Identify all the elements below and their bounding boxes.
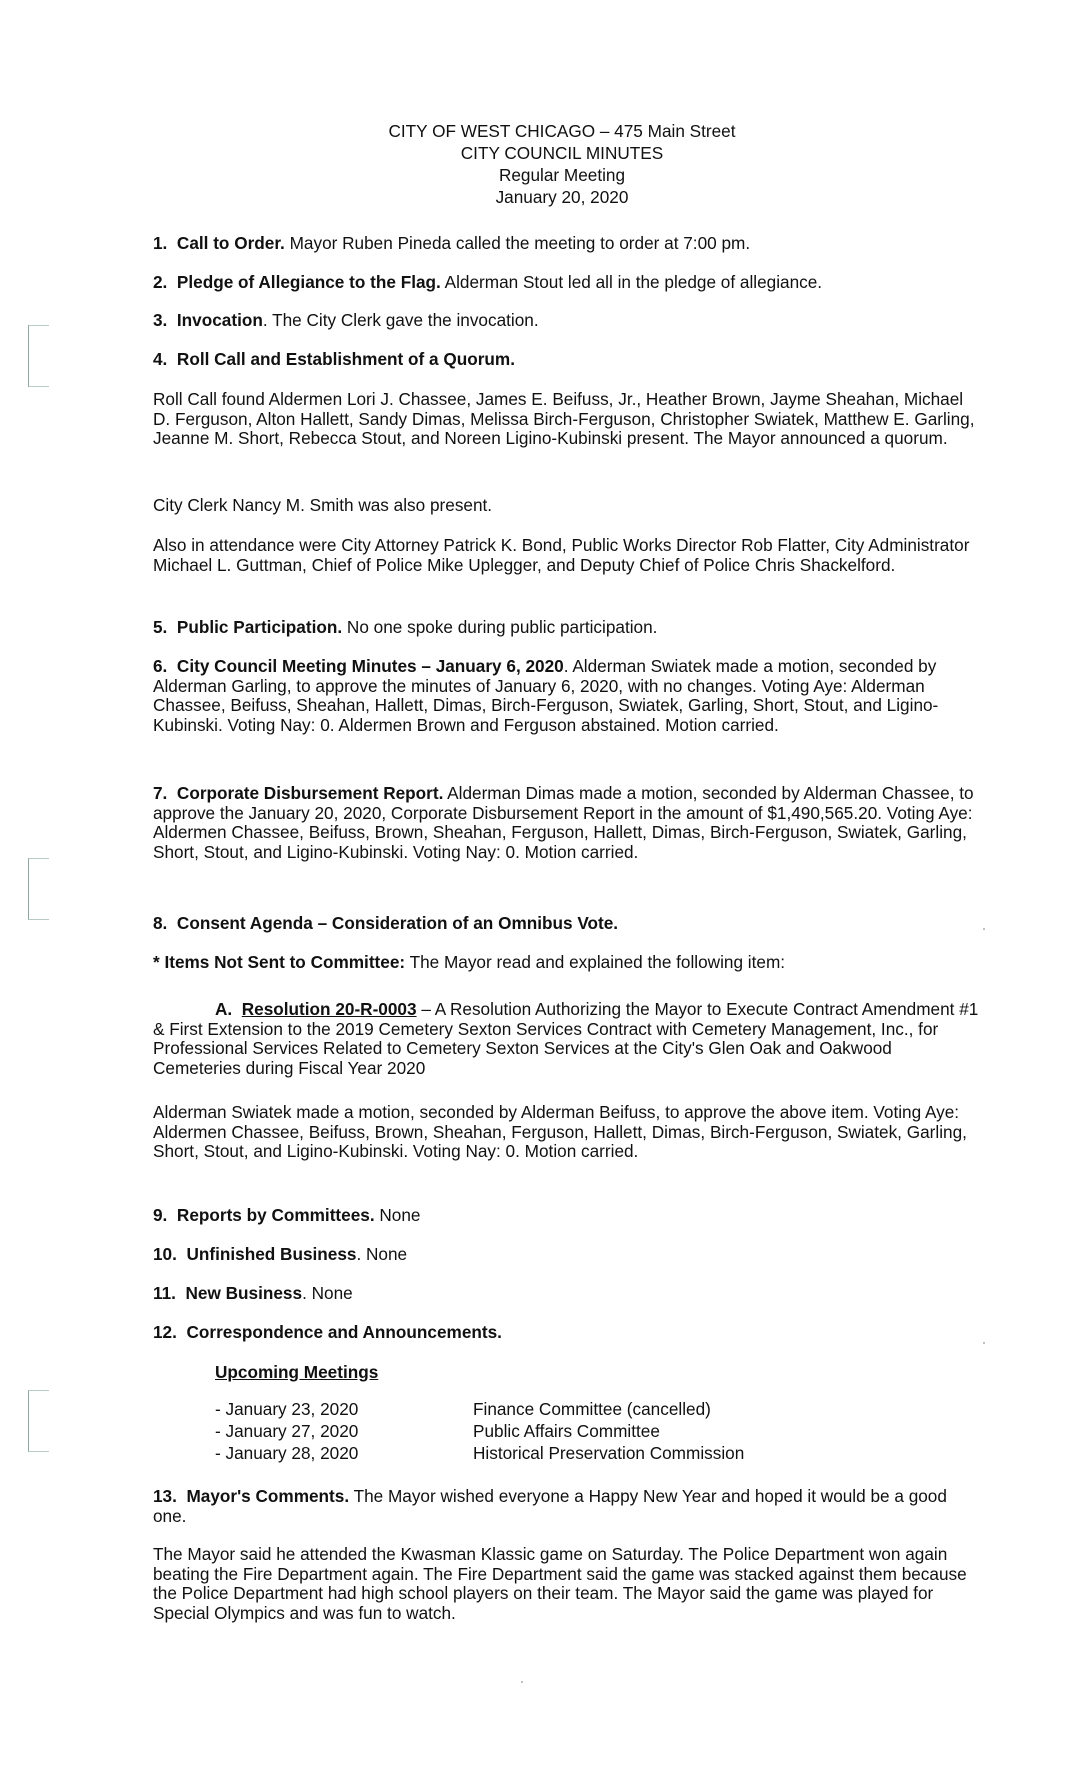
item-text: . Alderman Swiatek made a motion, seconded by Alderman Garling, to approve the minutes of January 6, 2020, with no changes. Voting Aye: Alderman Chassee, Beifuss, Sheahan, Hallett, Dimas, Birch-Ferguson, Swiatek, Garling, Short, Stout, and Ligino-Kubinski. Voting Nay: 0. Aldermen Brown and Ferguson abstained. Motion carried. bbox=[153, 656, 939, 735]
resolution-number: Resolution 20-R-0003 bbox=[241, 999, 417, 1019]
meeting-row bbox=[215, 1422, 915, 1444]
items-not-sent-text: The Mayor read and explained the following item: bbox=[405, 952, 786, 972]
agenda-item-12 bbox=[153, 1323, 983, 1343]
agenda-item-5 bbox=[153, 618, 983, 638]
meeting-date: - January 27, 2020 bbox=[215, 1421, 359, 1441]
item-number: 8. bbox=[153, 913, 168, 933]
item-number: 5. bbox=[153, 617, 168, 637]
header-city-address: CITY OF WEST CHICAGO – 475 Main Street bbox=[388, 121, 736, 141]
agenda-item-4 bbox=[153, 350, 983, 370]
roll-call-paragraph: Roll Call found Aldermen Lori J. Chassee, James E. Beifuss, Jr., Heather Brown, Jayme Sheahan, Michael D. Ferguson, Alton Hallett, Sandy Dimas, Melissa Birch-Ferguson, Christopher Swiatek, Matthew E. Garling, Jeanne M. Short, Rebecca Stout, and Noreen Ligino-Kubinski present. The Mayor announced a quorum. bbox=[153, 389, 975, 449]
item-text: Mayor Ruben Pineda called the meeting to order at 7:00 pm. bbox=[284, 233, 751, 253]
meeting-date: - January 23, 2020 bbox=[215, 1399, 359, 1419]
item-title: Call to Order. bbox=[176, 233, 285, 253]
item-text: . The City Clerk gave the invocation. bbox=[262, 310, 539, 330]
item-number: 10. bbox=[153, 1244, 177, 1264]
header-title: CITY COUNCIL MINUTES bbox=[460, 143, 664, 163]
item-text: The Mayor wished everyone a Happy New Year and hoped it would be a good one. bbox=[153, 1486, 947, 1526]
item-number: 9. bbox=[153, 1205, 168, 1225]
item-text: No one spoke during public participation. bbox=[342, 617, 658, 637]
item-text: . None bbox=[302, 1283, 353, 1303]
agenda-item-11 bbox=[153, 1284, 983, 1304]
header-date: January 20, 2020 bbox=[495, 187, 629, 207]
scan-speck bbox=[521, 1681, 523, 1683]
item-title: Public Participation. bbox=[176, 617, 343, 637]
agenda-item-3 bbox=[153, 311, 983, 331]
resolution-text: – A Resolution Authorizing the Mayor to Execute Contract Amendment #1 & First Extension to the 2019 Cemetery Sexton Services Contract with Cemetery Management, Inc., for Professional Services Related to Cemetery Sexton Services at the City's Glen Oak and Oakwood Cemeteries during Fiscal Year 2020 bbox=[153, 999, 979, 1078]
margin-bracket-mark bbox=[28, 325, 49, 387]
item-title: Reports by Committees. bbox=[176, 1205, 375, 1225]
agenda-item-7 bbox=[153, 784, 983, 862]
item-title: Mayor's Comments. bbox=[186, 1486, 350, 1506]
item-title: Corporate Disbursement Report. bbox=[176, 783, 444, 803]
item-text: None bbox=[374, 1205, 421, 1225]
scan-speck bbox=[983, 1342, 985, 1344]
item-number: 3. bbox=[153, 310, 168, 330]
agenda-item-9 bbox=[153, 1206, 983, 1226]
upcoming-meetings-heading: Upcoming Meetings bbox=[215, 1362, 379, 1382]
resolution-vote-paragraph: Alderman Swiatek made a motion, seconded by Alderman Beifuss, to approve the above item. Voting Aye: Aldermen Chassee, Beifuss, Brown, Sheahan, Ferguson, Hallett, Dimas, Birch-Ferguson, Swiatek, Garling, Short, Stout, and Ligino-Kubinski. Voting Nay: 0. Motion carried. bbox=[153, 1102, 967, 1162]
margin-bracket-mark bbox=[28, 1390, 49, 1452]
items-not-sent-paragraph bbox=[153, 953, 983, 973]
item-title: Consent Agenda – Consideration of an Omnibus Vote. bbox=[176, 913, 619, 933]
item-text: Alderman Stout led all in the pledge of allegiance. bbox=[440, 272, 823, 292]
item-text: Alderman Dimas made a motion, seconded by Alderman Chassee, to approve the January 20, 2020, Corporate Disbursement Report in the amount of $1,490,565.20. Voting Aye: Aldermen Chassee, Beifuss, Brown, Sheahan, Ferguson, Hallett, Dimas, Birch-Ferguson, Swiatek, Garling, Short, Stout, and Ligino-Kubinski. Voting Nay: 0. Motion carried. bbox=[153, 783, 974, 862]
item-number: 1. bbox=[153, 233, 168, 253]
item-title: Roll Call and Establishment of a Quorum. bbox=[176, 349, 515, 369]
item-number: 13. bbox=[153, 1486, 177, 1506]
meeting-name: Historical Preservation Commission bbox=[473, 1443, 745, 1463]
agenda-item-2 bbox=[153, 273, 983, 293]
document-header bbox=[0, 120, 1088, 208]
item-title: Correspondence and Announcements. bbox=[186, 1322, 502, 1342]
meeting-name: Public Affairs Committee bbox=[473, 1421, 660, 1441]
mayor-comments-paragraph: The Mayor said he attended the Kwasman Klassic game on Saturday. The Police Department won again beating the Fire Department again. The Fire Department said the game was stacked against them because the Police Department had high school players on their team. The Mayor said the game was played for Special Olympics and was fun to watch. bbox=[153, 1544, 967, 1623]
item-number: 2. bbox=[153, 272, 168, 292]
header-meeting-type: Regular Meeting bbox=[498, 165, 626, 185]
item-title: Unfinished Business bbox=[186, 1244, 357, 1264]
item-number: 7. bbox=[153, 783, 168, 803]
margin-bracket-mark bbox=[28, 858, 49, 920]
resolution-letter: A. bbox=[215, 999, 233, 1019]
meeting-name: Finance Committee (cancelled) bbox=[473, 1399, 711, 1419]
item-title: City Council Meeting Minutes – January 6, 2020 bbox=[176, 656, 564, 676]
scan-speck bbox=[983, 928, 985, 930]
meeting-row bbox=[215, 1400, 915, 1422]
item-number: 11. bbox=[153, 1283, 176, 1303]
item-title: Invocation bbox=[176, 310, 263, 330]
items-not-sent-title: * Items Not Sent to Committee: bbox=[153, 952, 406, 972]
item-number: 4. bbox=[153, 349, 168, 369]
meeting-row bbox=[215, 1444, 915, 1466]
attendance-paragraph: Also in attendance were City Attorney Patrick K. Bond, Public Works Director Rob Flatter, City Administrator Michael L. Guttman, Chief of Police Mike Uplegger, and Deputy Chief of Police Chris Shackelford. bbox=[153, 535, 970, 575]
agenda-item-10 bbox=[153, 1245, 983, 1265]
agenda-item-8 bbox=[153, 914, 983, 934]
item-number: 12. bbox=[153, 1322, 177, 1342]
agenda-item-6 bbox=[153, 657, 983, 735]
agenda-item-1 bbox=[153, 234, 983, 254]
resolution-a-paragraph bbox=[153, 1000, 983, 1078]
item-number: 6. bbox=[153, 656, 168, 676]
clerk-paragraph: City Clerk Nancy M. Smith was also present. bbox=[153, 495, 493, 515]
item-title: New Business bbox=[185, 1283, 303, 1303]
agenda-item-13 bbox=[153, 1487, 983, 1526]
item-title: Pledge of Allegiance to the Flag. bbox=[176, 272, 441, 292]
meeting-date: - January 28, 2020 bbox=[215, 1443, 359, 1463]
item-text: . None bbox=[356, 1244, 408, 1264]
